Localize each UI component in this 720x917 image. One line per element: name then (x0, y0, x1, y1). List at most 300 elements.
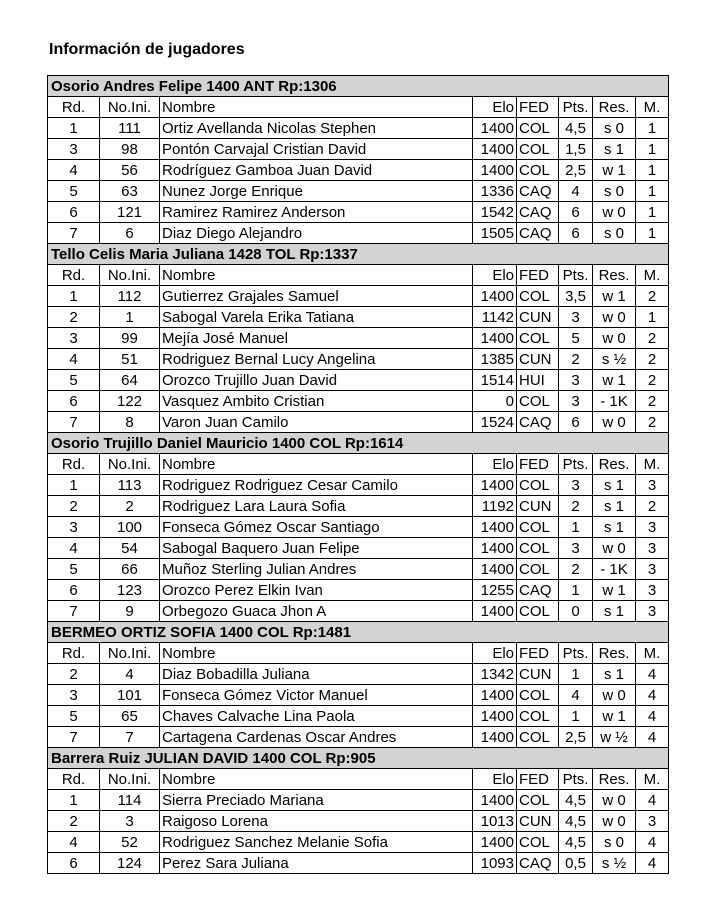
res-cell: s ½ (593, 349, 636, 370)
column-header-row (48, 97, 669, 118)
no-ini-cell: 112 (100, 286, 160, 307)
m-cell: 2 (636, 349, 669, 370)
column-header-rd: Rd. (48, 97, 100, 118)
rd-cell: 3 (48, 139, 100, 160)
rd-cell: 6 (48, 202, 100, 223)
no-ini-cell: 56 (100, 160, 160, 181)
no-ini-cell: 7 (100, 727, 160, 748)
fed-cell: COL (517, 118, 559, 139)
player-header-row (48, 622, 669, 643)
fed-cell: COL (517, 160, 559, 181)
pts-cell: 2 (559, 349, 593, 370)
player-header-row (48, 748, 669, 769)
column-header-fed: FED (517, 769, 559, 790)
m-cell: 2 (636, 286, 669, 307)
rd-cell: 3 (48, 685, 100, 706)
m-cell: 1 (636, 139, 669, 160)
table-row (48, 370, 669, 391)
table-row (48, 580, 669, 601)
m-cell: 4 (636, 685, 669, 706)
pts-cell: 1 (559, 580, 593, 601)
res-cell: s 1 (593, 139, 636, 160)
res-cell: w 0 (593, 790, 636, 811)
no-ini-cell: 51 (100, 349, 160, 370)
column-header-m: M. (636, 643, 669, 664)
pts-cell: 2,5 (559, 160, 593, 181)
player-name: Barrera Ruiz JULIAN DAVID 1400 COL Rp:905 (48, 748, 669, 769)
rd-cell: 7 (48, 601, 100, 622)
nombre-cell: Sabogal Varela Erika Tatiana (160, 307, 473, 328)
rd-cell: 1 (48, 790, 100, 811)
column-header-fed: FED (517, 643, 559, 664)
column-header-pts: Pts. (559, 643, 593, 664)
pts-cell: 1 (559, 517, 593, 538)
column-header-rd: Rd. (48, 265, 100, 286)
m-cell: 2 (636, 391, 669, 412)
rd-cell: 1 (48, 118, 100, 139)
rd-cell: 6 (48, 580, 100, 601)
m-cell: 3 (636, 559, 669, 580)
player-name: Osorio Andres Felipe 1400 ANT Rp:1306 (48, 76, 669, 97)
rd-cell: 7 (48, 412, 100, 433)
elo-cell: 1400 (473, 475, 517, 496)
player-name: Osorio Trujillo Daniel Mauricio 1400 COL Rp:1614 (48, 433, 669, 454)
fed-cell: COL (517, 286, 559, 307)
column-header-elo: Elo (473, 769, 517, 790)
nombre-cell: Orozco Trujillo Juan David (160, 370, 473, 391)
m-cell: 2 (636, 328, 669, 349)
elo-cell: 1400 (473, 139, 517, 160)
m-cell: 1 (636, 160, 669, 181)
m-cell: 4 (636, 790, 669, 811)
pts-cell: 1 (559, 706, 593, 727)
table-row (48, 517, 669, 538)
nombre-cell: Ramirez Ramirez Anderson (160, 202, 473, 223)
elo-cell: 1400 (473, 706, 517, 727)
m-cell: 1 (636, 307, 669, 328)
elo-cell: 1013 (473, 811, 517, 832)
column-header-pts: Pts. (559, 97, 593, 118)
fed-cell: COL (517, 790, 559, 811)
pts-cell: 3 (559, 475, 593, 496)
res-cell: s 0 (593, 223, 636, 244)
column-header-res: Res. (593, 643, 636, 664)
fed-cell: CAQ (517, 580, 559, 601)
elo-cell: 1336 (473, 181, 517, 202)
fed-cell: COL (517, 517, 559, 538)
fed-cell: COL (517, 832, 559, 853)
pts-cell: 2,5 (559, 727, 593, 748)
elo-cell: 1255 (473, 580, 517, 601)
elo-cell: 1342 (473, 664, 517, 685)
m-cell: 4 (636, 664, 669, 685)
column-header-no-ini: No.Ini. (100, 454, 160, 475)
nombre-cell: Fonseca Gómez Victor Manuel (160, 685, 473, 706)
pts-cell: 5 (559, 328, 593, 349)
nombre-cell: Rodriguez Bernal Lucy Angelina (160, 349, 473, 370)
fed-cell: CAQ (517, 853, 559, 874)
column-header-row (48, 769, 669, 790)
res-cell: w 0 (593, 328, 636, 349)
table-row (48, 181, 669, 202)
column-header-pts: Pts. (559, 265, 593, 286)
column-header-m: M. (636, 769, 669, 790)
rd-cell: 5 (48, 706, 100, 727)
column-header-row (48, 454, 669, 475)
no-ini-cell: 9 (100, 601, 160, 622)
m-cell: 3 (636, 601, 669, 622)
nombre-cell: Vasquez Ambito Cristian (160, 391, 473, 412)
elo-cell: 1400 (473, 832, 517, 853)
column-header-res: Res. (593, 454, 636, 475)
pts-cell: 3,5 (559, 286, 593, 307)
fed-cell: CAQ (517, 181, 559, 202)
rd-cell: 6 (48, 853, 100, 874)
res-cell: s 0 (593, 118, 636, 139)
column-header-row (48, 265, 669, 286)
rd-cell: 2 (48, 664, 100, 685)
fed-cell: CUN (517, 349, 559, 370)
m-cell: 1 (636, 181, 669, 202)
table-row (48, 307, 669, 328)
column-header-res: Res. (593, 769, 636, 790)
nombre-cell: Raigoso Lorena (160, 811, 473, 832)
table-row (48, 475, 669, 496)
elo-cell: 1400 (473, 685, 517, 706)
column-header-nombre: Nombre (160, 97, 473, 118)
res-cell: - 1K (593, 559, 636, 580)
table-row (48, 118, 669, 139)
elo-cell: 0 (473, 391, 517, 412)
elo-cell: 1385 (473, 349, 517, 370)
column-header-nombre: Nombre (160, 769, 473, 790)
fed-cell: COL (517, 475, 559, 496)
m-cell: 3 (636, 475, 669, 496)
pts-cell: 3 (559, 391, 593, 412)
elo-cell: 1400 (473, 118, 517, 139)
fed-cell: CAQ (517, 412, 559, 433)
res-cell: w 0 (593, 307, 636, 328)
table-row (48, 727, 669, 748)
nombre-cell: Orozco Perez Elkin Ivan (160, 580, 473, 601)
fed-cell: HUI (517, 370, 559, 391)
pts-cell: 4,5 (559, 118, 593, 139)
table-row (48, 223, 669, 244)
pts-cell: 0 (559, 601, 593, 622)
res-cell: w 1 (593, 580, 636, 601)
column-header-nombre: Nombre (160, 265, 473, 286)
rd-cell: 4 (48, 832, 100, 853)
m-cell: 4 (636, 832, 669, 853)
no-ini-cell: 4 (100, 664, 160, 685)
page-title: Información de jugadores (49, 41, 245, 58)
res-cell: w ½ (593, 727, 636, 748)
rd-cell: 2 (48, 496, 100, 517)
table-row (48, 790, 669, 811)
column-header-m: M. (636, 97, 669, 118)
rd-cell: 2 (48, 811, 100, 832)
nombre-cell: Mejía José Manuel (160, 328, 473, 349)
pts-cell: 1,5 (559, 139, 593, 160)
no-ini-cell: 63 (100, 181, 160, 202)
fed-cell: CUN (517, 664, 559, 685)
table-row (48, 832, 669, 853)
rd-cell: 5 (48, 181, 100, 202)
res-cell: s 0 (593, 181, 636, 202)
nombre-cell: Sierra Preciado Mariana (160, 790, 473, 811)
m-cell: 4 (636, 706, 669, 727)
m-cell: 1 (636, 118, 669, 139)
column-header-fed: FED (517, 454, 559, 475)
table-row (48, 601, 669, 622)
fed-cell: CUN (517, 811, 559, 832)
m-cell: 2 (636, 412, 669, 433)
elo-cell: 1142 (473, 307, 517, 328)
fed-cell: CAQ (517, 202, 559, 223)
nombre-cell: Cartagena Cardenas Oscar Andres (160, 727, 473, 748)
pts-cell: 0,5 (559, 853, 593, 874)
table-row (48, 853, 669, 874)
res-cell: w 1 (593, 286, 636, 307)
no-ini-cell: 52 (100, 832, 160, 853)
m-cell: 1 (636, 223, 669, 244)
no-ini-cell: 101 (100, 685, 160, 706)
res-cell: s 0 (593, 832, 636, 853)
pts-cell: 4,5 (559, 790, 593, 811)
nombre-cell: Nunez Jorge Enrique (160, 181, 473, 202)
nombre-cell: Diaz Bobadilla Juliana (160, 664, 473, 685)
elo-cell: 1400 (473, 538, 517, 559)
pts-cell: 6 (559, 412, 593, 433)
no-ini-cell: 1 (100, 307, 160, 328)
fed-cell: COL (517, 139, 559, 160)
column-header-res: Res. (593, 97, 636, 118)
m-cell: 3 (636, 580, 669, 601)
nombre-cell: Varon Juan Camilo (160, 412, 473, 433)
pts-cell: 3 (559, 307, 593, 328)
rd-cell: 4 (48, 349, 100, 370)
res-cell: - 1K (593, 391, 636, 412)
pts-cell: 6 (559, 202, 593, 223)
rd-cell: 6 (48, 391, 100, 412)
player-header-row (48, 244, 669, 265)
fed-cell: COL (517, 685, 559, 706)
res-cell: s 1 (593, 517, 636, 538)
nombre-cell: Rodriguez Lara Laura Sofia (160, 496, 473, 517)
m-cell: 4 (636, 727, 669, 748)
table-row (48, 202, 669, 223)
fed-cell: CUN (517, 496, 559, 517)
column-header-elo: Elo (473, 265, 517, 286)
column-header-pts: Pts. (559, 769, 593, 790)
res-cell: w 0 (593, 811, 636, 832)
nombre-cell: Gutierrez Grajales Samuel (160, 286, 473, 307)
rd-cell: 1 (48, 286, 100, 307)
nombre-cell: Diaz Diego Alejandro (160, 223, 473, 244)
pts-cell: 4 (559, 685, 593, 706)
m-cell: 2 (636, 370, 669, 391)
column-header-res: Res. (593, 265, 636, 286)
table-row (48, 286, 669, 307)
rd-cell: 3 (48, 517, 100, 538)
fed-cell: COL (517, 328, 559, 349)
fed-cell: COL (517, 706, 559, 727)
column-header-rd: Rd. (48, 454, 100, 475)
column-header-m: M. (636, 265, 669, 286)
pts-cell: 2 (559, 496, 593, 517)
column-header-fed: FED (517, 265, 559, 286)
no-ini-cell: 121 (100, 202, 160, 223)
rd-cell: 4 (48, 160, 100, 181)
pts-cell: 4 (559, 181, 593, 202)
no-ini-cell: 54 (100, 538, 160, 559)
res-cell: s ½ (593, 853, 636, 874)
no-ini-cell: 114 (100, 790, 160, 811)
no-ini-cell: 64 (100, 370, 160, 391)
column-header-elo: Elo (473, 454, 517, 475)
player-header-row (48, 433, 669, 454)
player-header-row (48, 76, 669, 97)
fed-cell: COL (517, 601, 559, 622)
no-ini-cell: 123 (100, 580, 160, 601)
nombre-cell: Fonseca Gómez Oscar Santiago (160, 517, 473, 538)
elo-cell: 1400 (473, 790, 517, 811)
res-cell: s 1 (593, 601, 636, 622)
column-header-pts: Pts. (559, 454, 593, 475)
elo-cell: 1400 (473, 727, 517, 748)
nombre-cell: Ortiz Avellanda Nicolas Stephen (160, 118, 473, 139)
column-header-no-ini: No.Ini. (100, 265, 160, 286)
pts-cell: 3 (559, 538, 593, 559)
elo-cell: 1192 (473, 496, 517, 517)
fed-cell: CAQ (517, 223, 559, 244)
column-header-no-ini: No.Ini. (100, 97, 160, 118)
elo-cell: 1400 (473, 328, 517, 349)
table-row (48, 139, 669, 160)
pts-cell: 4,5 (559, 811, 593, 832)
table-row (48, 559, 669, 580)
no-ini-cell: 122 (100, 391, 160, 412)
nombre-cell: Rodríguez Gamboa Juan David (160, 160, 473, 181)
table-row (48, 160, 669, 181)
column-header-m: M. (636, 454, 669, 475)
table-row (48, 391, 669, 412)
column-header-no-ini: No.Ini. (100, 643, 160, 664)
no-ini-cell: 65 (100, 706, 160, 727)
pts-cell: 4,5 (559, 832, 593, 853)
m-cell: 3 (636, 538, 669, 559)
no-ini-cell: 98 (100, 139, 160, 160)
table-row (48, 496, 669, 517)
rd-cell: 2 (48, 307, 100, 328)
elo-cell: 1400 (473, 286, 517, 307)
nombre-cell: Muñoz Sterling Julian Andres (160, 559, 473, 580)
nombre-cell: Rodriguez Rodriguez Cesar Camilo (160, 475, 473, 496)
rd-cell: 7 (48, 727, 100, 748)
table-row (48, 685, 669, 706)
column-header-rd: Rd. (48, 769, 100, 790)
m-cell: 3 (636, 517, 669, 538)
res-cell: s 1 (593, 475, 636, 496)
no-ini-cell: 8 (100, 412, 160, 433)
player-name: Tello Celis Maria Juliana 1428 TOL Rp:1337 (48, 244, 669, 265)
rd-cell: 7 (48, 223, 100, 244)
elo-cell: 1542 (473, 202, 517, 223)
column-header-nombre: Nombre (160, 643, 473, 664)
m-cell: 1 (636, 202, 669, 223)
rd-cell: 3 (48, 328, 100, 349)
pts-cell: 6 (559, 223, 593, 244)
pts-cell: 3 (559, 370, 593, 391)
column-header-rd: Rd. (48, 643, 100, 664)
m-cell: 3 (636, 811, 669, 832)
column-header-elo: Elo (473, 643, 517, 664)
nombre-cell: Rodriguez Sanchez Melanie Sofia (160, 832, 473, 853)
elo-cell: 1400 (473, 160, 517, 181)
res-cell: w 1 (593, 370, 636, 391)
nombre-cell: Chaves Calvache Lina Paola (160, 706, 473, 727)
elo-cell: 1400 (473, 517, 517, 538)
fed-cell: CUN (517, 307, 559, 328)
res-cell: w 1 (593, 160, 636, 181)
elo-cell: 1505 (473, 223, 517, 244)
table-row (48, 328, 669, 349)
no-ini-cell: 100 (100, 517, 160, 538)
no-ini-cell: 111 (100, 118, 160, 139)
column-header-no-ini: No.Ini. (100, 769, 160, 790)
player-name: BERMEO ORTIZ SOFIA 1400 COL Rp:1481 (48, 622, 669, 643)
res-cell: w 0 (593, 538, 636, 559)
rd-cell: 5 (48, 370, 100, 391)
pts-cell: 1 (559, 664, 593, 685)
no-ini-cell: 124 (100, 853, 160, 874)
m-cell: 4 (636, 853, 669, 874)
table-row (48, 412, 669, 433)
elo-cell: 1093 (473, 853, 517, 874)
nombre-cell: Pontón Carvajal Cristian David (160, 139, 473, 160)
no-ini-cell: 66 (100, 559, 160, 580)
elo-cell: 1524 (473, 412, 517, 433)
elo-cell: 1400 (473, 559, 517, 580)
no-ini-cell: 2 (100, 496, 160, 517)
column-header-fed: FED (517, 97, 559, 118)
rd-cell: 1 (48, 475, 100, 496)
res-cell: w 1 (593, 706, 636, 727)
nombre-cell: Orbegozo Guaca Jhon A (160, 601, 473, 622)
elo-cell: 1514 (473, 370, 517, 391)
table-row (48, 538, 669, 559)
fed-cell: COL (517, 559, 559, 580)
m-cell: 2 (636, 496, 669, 517)
no-ini-cell: 99 (100, 328, 160, 349)
fed-cell: COL (517, 538, 559, 559)
pts-cell: 2 (559, 559, 593, 580)
column-header-row (48, 643, 669, 664)
table-row (48, 349, 669, 370)
nombre-cell: Perez Sara Juliana (160, 853, 473, 874)
res-cell: w 0 (593, 412, 636, 433)
no-ini-cell: 113 (100, 475, 160, 496)
res-cell: w 0 (593, 202, 636, 223)
table-row (48, 664, 669, 685)
no-ini-cell: 6 (100, 223, 160, 244)
rd-cell: 4 (48, 538, 100, 559)
no-ini-cell: 3 (100, 811, 160, 832)
fed-cell: COL (517, 391, 559, 412)
res-cell: s 1 (593, 496, 636, 517)
column-header-nombre: Nombre (160, 454, 473, 475)
nombre-cell: Sabogal Baquero Juan Felipe (160, 538, 473, 559)
